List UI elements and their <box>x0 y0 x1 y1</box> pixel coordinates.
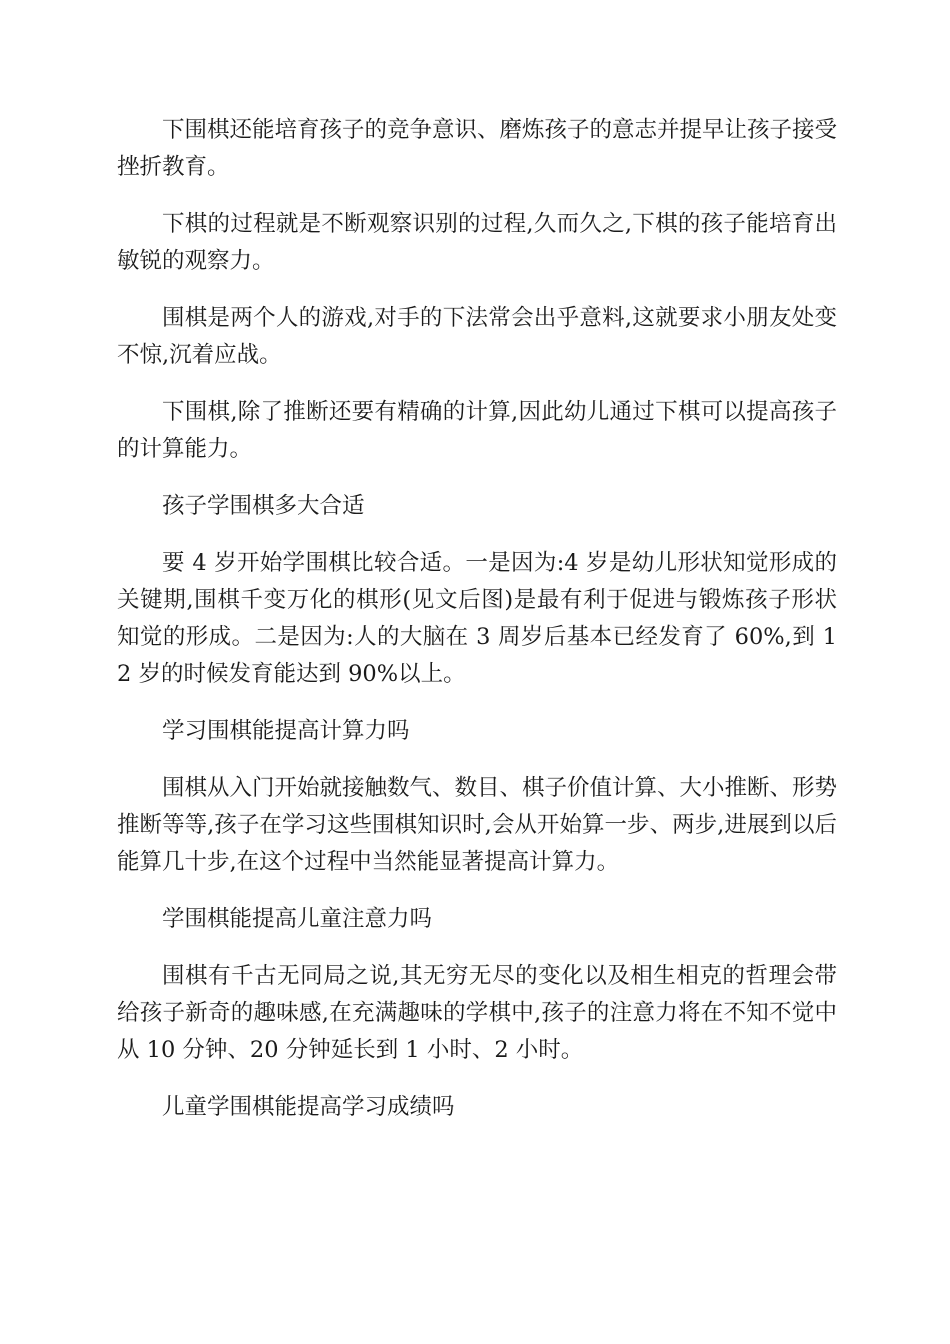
paragraph-observation: 下棋的过程就是不断观察识别的过程,久而久之,下棋的孩子能培育出敏锐的观察力。 <box>117 211 837 274</box>
heading-attention: 学围棋能提高儿童注意力吗 <box>162 906 433 932</box>
document-body <box>117 112 837 1146</box>
paragraph-best-age: 要 4 岁开始学围棋比较合适。一是因为:4 岁是幼儿形状知觉形成的关键期,围棋千变万化的棋形(见文后图)是最有利于促进与锻炼孩子形状知觉的形成。二是因为:人的大脑在 3 周岁后基本已经发育了 60%,到 12 岁的时候发育能达到 90%以上。 <box>117 550 837 687</box>
heading-calculation-ability: 学习围棋能提高计算力吗 <box>162 718 410 744</box>
paragraph-calculation-ability: 围棋从入门开始就接触数气、数目、棋子价值计算、大小推断、形势推断等等,孩子在学习这些围棋知识时,会从开始算一步、两步,进展到以后能算几十步,在这个过程中当然能显著提高计算力。 <box>117 775 838 875</box>
paragraph-calculation: 下围棋,除了推断还要有精确的计算,因此幼儿通过下棋可以提高孩子的计算能力。 <box>117 399 837 462</box>
heading-best-age: 孩子学围棋多大合适 <box>162 493 365 519</box>
heading-school-grades: 儿童学围棋能提高学习成绩吗 <box>162 1094 455 1120</box>
paragraph-competition: 下围棋还能培育孩子的竞争意识、磨炼孩子的意志并提早让孩子接受挫折教育。 <box>117 117 838 180</box>
paragraph-composure: 围棋是两个人的游戏,对手的下法常会出乎意料,这就要求小朋友处变不惊,沉着应战。 <box>117 305 837 368</box>
paragraph-attention: 围棋有千古无同局之说,其无穷无尽的变化以及相生相克的哲理会带给孩子新奇的趣味感,在充满趣味的学棋中,孩子的注意力将在不知不觉中从 10 分钟、20 分钟延长到 1 小时、2 小时。 <box>117 963 837 1063</box>
